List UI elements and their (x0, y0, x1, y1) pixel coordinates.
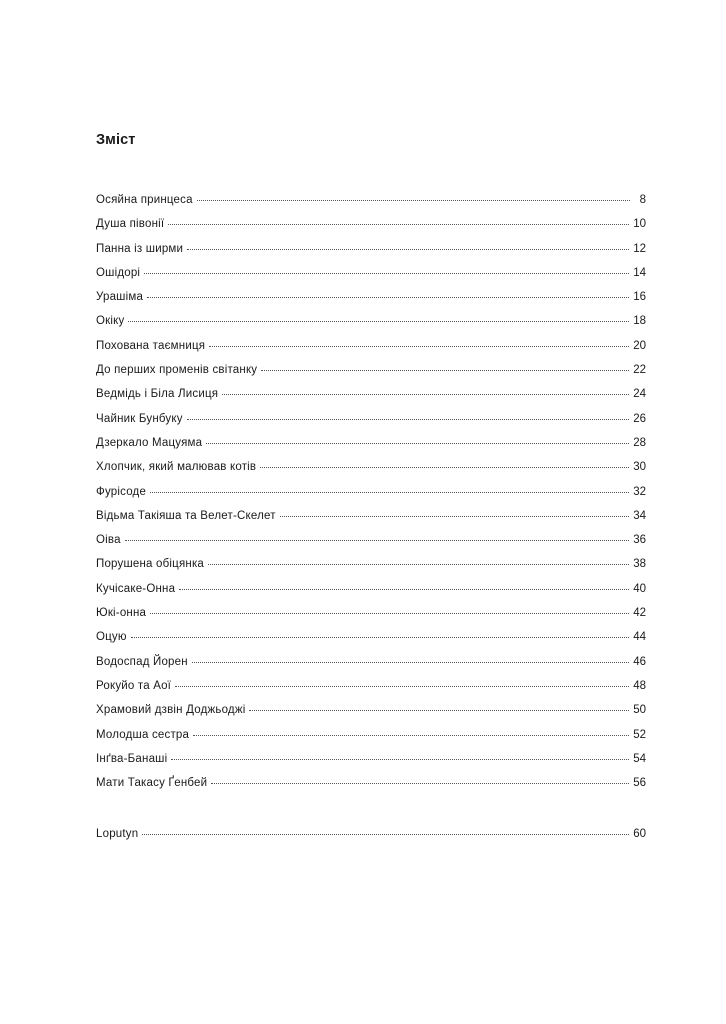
toc-entry-page-number: 24 (633, 388, 646, 401)
toc-entry-page-number: 36 (633, 534, 646, 547)
toc-entry[interactable] (96, 747, 646, 771)
toc-leader-dots (147, 287, 629, 298)
toc-leader-dots (187, 239, 629, 250)
toc-entry-page-number: 46 (633, 655, 646, 668)
toc-leader-dots (193, 725, 629, 736)
toc-leader-dots (261, 360, 629, 371)
toc-entry-title: Юкі-онна (96, 607, 147, 620)
toc-entry-title: Мати Такасу Ґенбей (96, 777, 208, 790)
toc-entry-title: Окіку (96, 315, 125, 328)
toc-entry[interactable] (96, 698, 646, 722)
toc-leader-dots (128, 311, 629, 322)
toc-leader-dots (175, 676, 629, 687)
toc-entry-loputyn[interactable] (96, 822, 646, 846)
toc-list (96, 188, 646, 795)
toc-entry-page-number: 52 (633, 728, 646, 741)
toc-entry[interactable] (96, 504, 646, 528)
toc-entry[interactable] (96, 601, 646, 625)
toc-entry[interactable] (96, 334, 646, 358)
toc-entry[interactable] (96, 528, 646, 552)
toc-leader-dots (171, 749, 629, 760)
toc-leader-dots (260, 457, 629, 468)
toc-leader-dots (142, 824, 629, 835)
toc-entry-title: Хлопчик, який малював котів (96, 461, 257, 474)
toc-entry-page-number: 32 (633, 485, 646, 498)
toc-entry[interactable] (96, 188, 646, 212)
toc-leader-dots (179, 579, 629, 590)
toc-entry[interactable] (96, 577, 646, 601)
toc-entry[interactable] (96, 382, 646, 406)
toc-leader-dots (150, 603, 629, 614)
toc-entry-title: Молодша сестра (96, 728, 190, 741)
toc-entry[interactable] (96, 674, 646, 698)
toc-entry-title: Фурісоде (96, 485, 147, 498)
toc-leader-dots (168, 214, 629, 225)
toc-entry-title: Відьма Такіяша та Велет-Скелет (96, 509, 276, 522)
toc-entry-title: Душа півонії (96, 218, 165, 231)
toc-entry-title: Оіва (96, 534, 121, 547)
toc-entry-title: Інґва-Банаші (96, 752, 168, 765)
toc-entry-title: Loputyn (96, 828, 139, 840)
toc-entry-page-number: 30 (633, 461, 646, 474)
toc-entry-title: Ошідорі (96, 266, 141, 279)
toc-entry-page-number: 12 (633, 242, 646, 255)
toc-entry[interactable] (96, 237, 646, 261)
toc-leader-dots (209, 336, 629, 347)
toc-entry-title: Чайник Бунбуку (96, 412, 183, 425)
toc-entry-page-number: 54 (633, 752, 646, 765)
toc-leader-dots (249, 700, 629, 711)
toc-leader-dots (206, 433, 629, 444)
toc-leader-dots (192, 652, 629, 663)
toc-entry-page-number: 14 (633, 266, 646, 279)
toc-entry-title: Осяйна принцеса (96, 194, 193, 206)
toc-entry[interactable] (96, 358, 646, 382)
toc-entry-title: Оцую (96, 631, 127, 644)
toc-entry-title: Порушена обіцянка (96, 558, 205, 571)
toc-entry-title: Рокуйо та Аої (96, 679, 172, 692)
toc-entry-page-number: 50 (633, 704, 646, 717)
toc-entry[interactable] (96, 625, 646, 649)
toc-entry-page-number: 28 (633, 436, 646, 449)
toc-entry-page-number: 26 (633, 412, 646, 425)
toc-entry-page-number: 48 (633, 679, 646, 692)
toc-entry-page-number: 16 (633, 291, 646, 304)
toc-entry[interactable] (96, 407, 646, 431)
toc-entry[interactable] (96, 212, 646, 236)
toc-entry[interactable] (96, 455, 646, 479)
toc-entry-title: Кучісаке-Онна (96, 582, 176, 595)
toc-leader-dots (187, 409, 630, 420)
toc-leader-dots (197, 190, 630, 201)
toc-entry-title: Урашіма (96, 291, 144, 304)
toc-entry-page-number: 20 (633, 339, 646, 352)
toc-entry-page-number: 56 (633, 777, 646, 790)
toc-leader-dots (131, 627, 629, 638)
toc-leader-dots (280, 506, 630, 517)
toc-entry-page-number: 38 (633, 558, 646, 571)
toc-entry-title: Храмовий дзвін Доджьоджі (96, 704, 246, 717)
toc-entry-page-number: 22 (633, 364, 646, 377)
toc-heading: Зміст (96, 132, 136, 148)
toc-entry-page-number: 42 (633, 607, 646, 620)
toc-entry[interactable] (96, 771, 646, 795)
toc-entry[interactable] (96, 552, 646, 576)
toc-leader-dots (150, 482, 629, 493)
toc-entry-title: Ведмідь і Біла Лисиця (96, 388, 219, 401)
toc-entry[interactable] (96, 431, 646, 455)
toc-entry-page-number: 10 (633, 218, 646, 231)
toc-extra-list (96, 822, 646, 846)
toc-entry-page-number: 8 (639, 194, 646, 206)
toc-leader-dots (208, 554, 629, 565)
toc-entry[interactable] (96, 261, 646, 285)
toc-entry-page-number: 44 (633, 631, 646, 644)
toc-entry-title: Водоспад Йорен (96, 655, 188, 668)
toc-entry-title: Панна із ширми (96, 242, 184, 255)
toc-entry[interactable] (96, 480, 646, 504)
toc-entry[interactable] (96, 650, 646, 674)
toc-leader-dots (222, 384, 629, 395)
toc-entry-page-number: 40 (633, 582, 646, 595)
toc-leader-dots (125, 530, 630, 541)
toc-entry[interactable] (96, 723, 646, 747)
toc-entry[interactable] (96, 285, 646, 309)
toc-entry-page-number: 18 (633, 315, 646, 328)
toc-entry-title: До перших променів світанку (96, 364, 258, 377)
toc-leader-dots (211, 773, 629, 784)
toc-leader-dots (144, 263, 629, 274)
toc-entry-page-number: 34 (633, 509, 646, 522)
toc-entry-title: Дзеркало Мацуяма (96, 436, 203, 449)
toc-entry-title: Похована таємниця (96, 339, 206, 352)
toc-entry-page-number: 60 (633, 828, 646, 840)
toc-entry[interactable] (96, 309, 646, 333)
